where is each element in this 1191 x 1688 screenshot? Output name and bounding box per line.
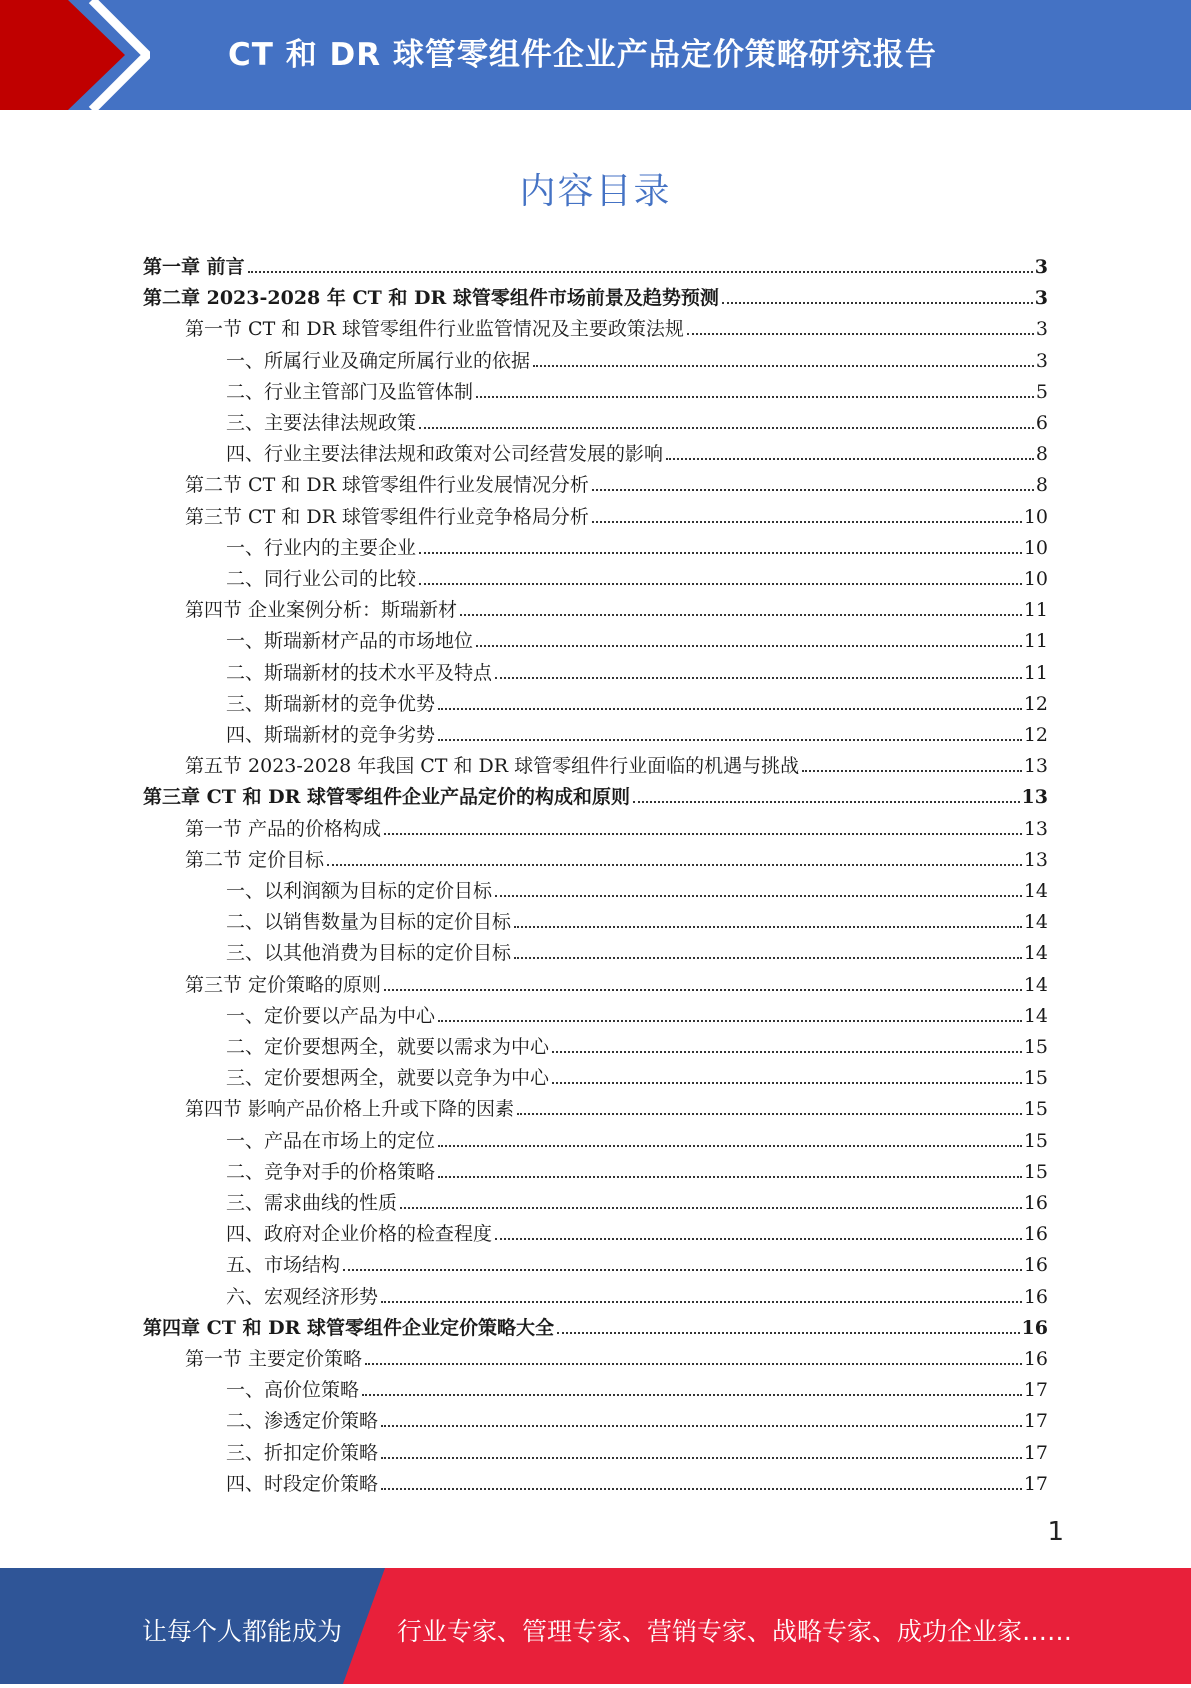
toc-dot-leader <box>592 521 1022 523</box>
toc-entry-label: 二、竞争对手的价格策略 <box>226 1160 436 1183</box>
footer-slogan-right: 行业专家、管理专家、营销专家、战略专家、成功企业家…… <box>397 1617 1073 1646</box>
toc-entry-label: 一、行业内的主要企业 <box>226 536 417 559</box>
toc-entry-label: 第二节 CT 和 DR 球管零组件行业发展情况分析 <box>185 474 589 497</box>
toc-entry[interactable] <box>185 465 1048 496</box>
toc-entry-page: 15 <box>1023 1129 1048 1152</box>
toc-dot-leader <box>517 1113 1022 1115</box>
toc-entry-page: 3 <box>1035 349 1048 372</box>
toc-entry-label: 二、以销售数量为目标的定价目标 <box>226 911 512 934</box>
toc-dot-leader <box>384 833 1022 835</box>
toc-dot-leader <box>438 708 1022 710</box>
toc-dot-leader <box>495 895 1022 897</box>
toc-entry-label: 第一节 CT 和 DR 球管零组件行业监管情况及主要政策法规 <box>185 318 684 341</box>
toc-entry[interactable] <box>185 840 1048 871</box>
toc-entry-page: 17 <box>1023 1441 1048 1464</box>
toc-dot-leader <box>687 333 1034 335</box>
toc-entry-page: 11 <box>1023 599 1048 622</box>
toc-dot-leader <box>552 1082 1022 1084</box>
toc-entry[interactable] <box>226 1464 1048 1495</box>
toc-entry-page: 13 <box>1023 755 1048 778</box>
toc-dot-leader <box>362 1394 1022 1396</box>
toc-entry[interactable] <box>226 341 1048 372</box>
toc-entry-label: 四、斯瑞新材的竞争劣势 <box>226 724 436 746</box>
toc-entry[interactable] <box>226 933 1048 964</box>
toc-entry-label: 三、斯瑞新材的竞争优势 <box>226 692 436 715</box>
toc-entry[interactable] <box>226 1183 1048 1214</box>
toc-entry-page: 16 <box>1021 1316 1048 1339</box>
toc-entry-label: 一、高价位策略 <box>226 1379 360 1402</box>
toc-entry-label: 四、政府对企业价格的检查程度 <box>226 1223 493 1246</box>
toc-entry[interactable] <box>226 434 1048 465</box>
toc-entry[interactable] <box>226 1152 1048 1183</box>
toc-entry-label: 第一节 产品的价格构成 <box>185 817 382 840</box>
toc-entry[interactable] <box>226 403 1048 434</box>
toc-entry-page: 14 <box>1023 1004 1048 1027</box>
toc-entry-page: 13 <box>1023 848 1048 871</box>
toc-dot-leader <box>365 1363 1022 1365</box>
toc-dot-leader <box>419 427 1034 429</box>
toc-entry-label: 一、产品在市场上的定位 <box>226 1129 436 1152</box>
toc-entry-page: 12 <box>1023 724 1048 746</box>
toc-entry-page: 13 <box>1021 786 1048 809</box>
toc-entry[interactable] <box>226 621 1048 652</box>
toc-entry[interactable] <box>185 1339 1048 1370</box>
toc-dot-leader <box>438 739 1022 741</box>
footer-slogan-left: 让每个人都能成为 <box>142 1617 343 1646</box>
toc-dot-leader <box>802 770 1022 772</box>
toc-entry[interactable] <box>226 871 1048 902</box>
toc-entry-page: 17 <box>1023 1472 1048 1495</box>
toc-entry[interactable] <box>143 247 1048 278</box>
toc-dot-leader <box>400 1207 1022 1209</box>
toc-entry[interactable] <box>143 777 1048 808</box>
toc-entry-label: 一、所属行业及确定所属行业的依据 <box>226 349 531 372</box>
toc-entry[interactable] <box>226 715 1048 746</box>
toc-entry-label: 第一章 前言 <box>143 256 245 278</box>
toc-entry[interactable] <box>226 528 1048 559</box>
toc-entry-label: 第四节 影响产品价格上升或下降的因素 <box>185 1098 515 1121</box>
toc-entry-label: 二、渗透定价策略 <box>226 1410 379 1433</box>
toc-entry-label: 二、行业主管部门及监管体制 <box>226 380 474 403</box>
header-arrow-decoration <box>0 0 150 110</box>
toc-entry-page: 14 <box>1023 973 1048 996</box>
toc-entry[interactable] <box>226 1433 1048 1464</box>
toc-entry-page: 14 <box>1023 911 1048 934</box>
toc-entry-label: 三、以其他消费为目标的定价目标 <box>226 942 512 965</box>
toc-entry-page: 3 <box>1035 318 1048 341</box>
toc-entry[interactable] <box>143 278 1048 309</box>
toc-entry[interactable] <box>226 1245 1048 1276</box>
toc-entry-page: 15 <box>1023 1160 1048 1183</box>
toc-entry-page: 8 <box>1035 474 1048 497</box>
toc-entry-label: 三、需求曲线的性质 <box>226 1192 398 1214</box>
toc-entry[interactable] <box>226 1214 1048 1245</box>
toc-dot-leader <box>476 645 1022 647</box>
toc-entry-page: 16 <box>1023 1254 1048 1277</box>
toc-entry[interactable] <box>226 1027 1048 1058</box>
toc-entry[interactable] <box>185 965 1048 996</box>
toc-dot-leader <box>495 1238 1022 1240</box>
toc-entry-page: 12 <box>1023 692 1048 715</box>
toc-entry-label: 一、斯瑞新材产品的市场地位 <box>226 630 474 653</box>
toc-dot-leader <box>248 271 1033 273</box>
toc-entry[interactable] <box>226 684 1048 715</box>
toc-entry-label: 二、定价要想两全，就要以需求为中心 <box>226 1036 550 1058</box>
page-number: 1 <box>1047 1517 1064 1547</box>
toc-entry-page: 5 <box>1035 380 1048 403</box>
header-banner <box>0 0 1191 110</box>
toc-entry-label: 三、折扣定价策略 <box>226 1441 379 1464</box>
toc-entry-label: 第三章 CT 和 DR 球管零组件企业产品定价的构成和原则 <box>143 786 630 809</box>
toc-entry-page: 6 <box>1035 412 1048 434</box>
toc-entry-label: 第四章 CT 和 DR 球管零组件企业定价策略大全 <box>143 1316 554 1339</box>
toc-dot-leader <box>633 801 1020 803</box>
toc-dot-leader <box>438 1176 1022 1178</box>
toc-dot-leader <box>381 1488 1022 1490</box>
toc-entry[interactable] <box>226 1401 1048 1432</box>
toc-entry[interactable] <box>226 1121 1048 1152</box>
toc-entry[interactable] <box>143 1308 1048 1339</box>
toc-entry-label: 四、行业主要法律法规和政策对公司经营发展的影响 <box>226 443 664 466</box>
toc-dot-leader <box>381 1457 1022 1459</box>
toc-entry-page: 16 <box>1023 1192 1048 1214</box>
toc-entry-page: 14 <box>1023 880 1048 902</box>
toc-entry-label: 四、时段定价策略 <box>226 1472 379 1495</box>
toc-entry-label: 第二节 定价目标 <box>185 848 325 871</box>
toc-entry-label: 五、市场结构 <box>226 1254 341 1277</box>
toc-dot-leader <box>438 1020 1022 1022</box>
toc-entry-page: 15 <box>1023 1036 1048 1058</box>
toc-entry-page: 11 <box>1023 630 1048 653</box>
toc-entry[interactable] <box>185 590 1048 621</box>
toc-dot-leader <box>384 989 1022 991</box>
toc-entry-page: 15 <box>1023 1098 1048 1121</box>
toc-entry-page: 17 <box>1023 1410 1048 1433</box>
toc-entry-page: 11 <box>1023 661 1048 684</box>
toc-entry-label: 三、主要法律法规政策 <box>226 412 417 434</box>
toc-entry-label: 二、同行业公司的比较 <box>226 568 417 590</box>
toc-entry-page: 3 <box>1034 256 1048 278</box>
toc-entry[interactable] <box>185 809 1048 840</box>
toc-entry[interactable] <box>226 372 1048 403</box>
toc-dot-leader <box>514 957 1022 959</box>
toc-entry-label: 一、以利润额为目标的定价目标 <box>226 880 493 902</box>
toc-dot-leader <box>514 926 1022 928</box>
toc-entry[interactable] <box>185 746 1048 777</box>
toc-dot-leader <box>381 1425 1022 1427</box>
toc-dot-leader <box>460 614 1022 616</box>
toc-entry[interactable] <box>226 653 1048 684</box>
toc-entry-label: 第一节 主要定价策略 <box>185 1348 363 1370</box>
toc-entry[interactable] <box>226 1058 1048 1089</box>
toc-entry-label: 二、斯瑞新材的技术水平及特点 <box>226 661 493 684</box>
toc-dot-leader <box>552 1051 1022 1053</box>
toc-entry-page: 15 <box>1023 1067 1048 1090</box>
toc-entry[interactable] <box>226 902 1048 933</box>
toc-dot-leader <box>327 864 1022 866</box>
toc-entry[interactable] <box>185 497 1048 528</box>
toc-dot-leader <box>419 552 1022 554</box>
toc-entry-page: 13 <box>1023 817 1048 840</box>
toc-dot-leader <box>722 302 1033 304</box>
toc-entry[interactable] <box>226 559 1048 590</box>
toc-entry-label: 第五节 2023-2028 年我国 CT 和 DR 球管零组件行业面临的机遇与挑战 <box>185 755 800 778</box>
toc-dot-leader <box>666 458 1034 460</box>
toc-entry-page: 10 <box>1023 536 1048 559</box>
toc-dot-leader <box>419 583 1022 585</box>
toc-entry-label: 六、宏观经济形势 <box>226 1285 379 1308</box>
toc-dot-leader <box>533 365 1034 367</box>
toc-entry-label: 第四节 企业案例分析：斯瑞新材 <box>185 599 458 622</box>
toc-entry-label: 第三节 CT 和 DR 球管零组件行业竞争格局分析 <box>185 505 589 528</box>
toc-entry-label: 第三节 定价策略的原则 <box>185 973 382 996</box>
toc-entry-page: 14 <box>1023 942 1048 965</box>
toc-heading: 内容目录 <box>519 171 672 212</box>
toc-entry[interactable] <box>226 996 1048 1027</box>
report-title: CT 和 DR 球管零组件企业产品定价策略研究报告 <box>228 37 937 73</box>
toc-entry-page: 16 <box>1023 1223 1048 1246</box>
toc-entry[interactable] <box>226 1370 1048 1401</box>
toc-entry-page: 8 <box>1035 443 1048 466</box>
toc-entry-page: 3 <box>1034 287 1048 310</box>
toc-dot-leader <box>381 1301 1022 1303</box>
toc-entry-page: 17 <box>1023 1379 1048 1402</box>
toc-entry-page: 16 <box>1023 1348 1048 1370</box>
toc-dot-leader <box>557 1332 1020 1334</box>
toc-entry[interactable] <box>185 1089 1048 1120</box>
toc-dot-leader <box>592 489 1034 491</box>
toc-dot-leader <box>343 1269 1022 1271</box>
toc-entry[interactable] <box>226 1277 1048 1308</box>
toc-dot-leader <box>438 1145 1022 1147</box>
toc-entry-page: 10 <box>1023 568 1048 590</box>
toc-entry[interactable] <box>185 309 1048 340</box>
toc-entry-page: 16 <box>1023 1285 1048 1308</box>
toc-dot-leader <box>476 396 1034 398</box>
toc-dot-leader <box>495 677 1022 679</box>
toc-entry-page: 10 <box>1023 505 1048 528</box>
toc-entry-label: 三、定价要想两全，就要以竞争为中心 <box>226 1067 550 1090</box>
toc-entry-label: 第二章 2023-2028 年 CT 和 DR 球管零组件市场前景及趋势预测 <box>143 287 719 310</box>
toc-entry-label: 一、定价要以产品为中心 <box>226 1004 436 1027</box>
